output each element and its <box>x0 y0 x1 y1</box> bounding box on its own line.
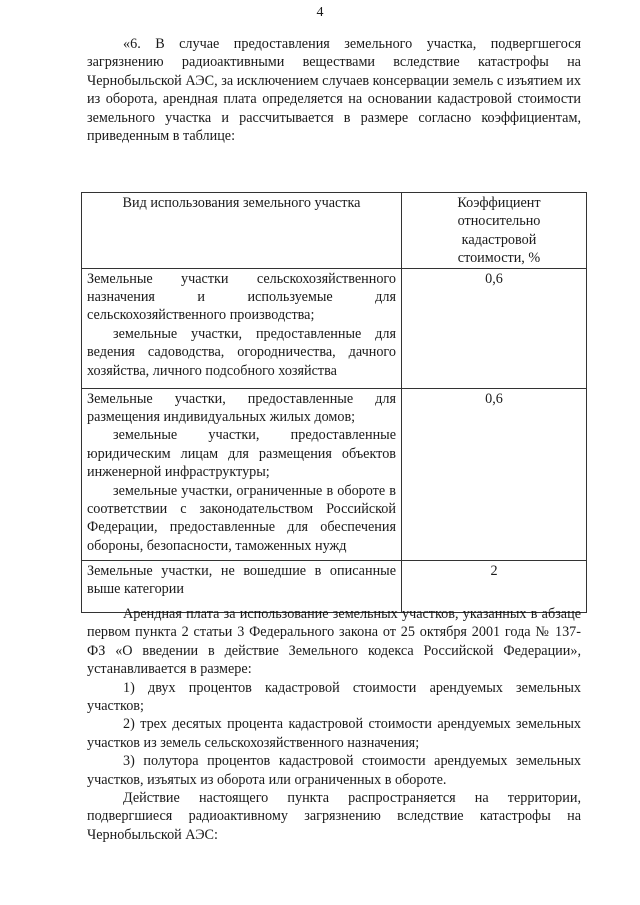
table-header-row <box>82 193 587 269</box>
land-use-line: земельные участки, ограниченные в обороте в соответствии с законодательством Российской Федерации, предоставленные для обеспечения обороны, безопасности, таможенных нужд <box>87 482 396 554</box>
rent-item-1: 1) двух процентов кадастровой стоимости арендуемых земельных участков; <box>87 679 581 715</box>
rent-item-3: 3) полутора процентов кадастровой стоимости арендуемых земельных участков, изъятых из оборота или ограниченных в обороте. <box>87 753 581 788</box>
land-use-line: Земельные участки, предоставленные для размещения индивидуальных жилых домов; <box>87 390 396 426</box>
rent-item-2: 2) трех десятых процента кадастровой стоимости арендуемых земельных участков из земель сельскохозяйственного назначения; <box>87 716 581 751</box>
coefficient-cell: 0,6 <box>402 388 587 560</box>
land-use-line: Земельные участки, не вошедшие в описанные выше категории <box>87 562 396 598</box>
land-use-cell <box>82 268 402 388</box>
coefficient-cell: 0,6 <box>402 268 587 388</box>
intro-paragraph: «6. В случае предоставления земельного участка, подвергшегося загрязнению радиоактивными веществами вследствие катастрофы на Чернобыльской АЭС, за исключением случаев консервации земель с изъятием их из оборота, арендная плата определяется на основании кадастровой стоимости земельного участка и рассчитывается в размере согласно коэффициентам, приведенным в таблице: <box>87 36 581 145</box>
header-land-use: Вид использования земельного участка <box>82 193 402 269</box>
land-use-cell <box>82 388 402 560</box>
table-row <box>82 268 587 388</box>
coefficient-table <box>81 192 587 613</box>
scope-paragraph: Действие настоящего пункта распространяется на территории, подвергшиеся радиоактивному загрязнению вследствие катастрофы на Чернобыльской АЭС: <box>87 790 581 843</box>
land-use-line: земельные участки, предоставленные юридическим лицам для размещения объектов инженерной инфраструктуры; <box>87 427 396 481</box>
land-use-line: Земельные участки сельскохозяйственного назначения и используемые для сельскохозяйственного производства; <box>87 270 396 324</box>
table-row <box>82 388 587 560</box>
rent-paragraph: Арендная плата за использование земельных участков, указанных в абзаце первом пункта 2 статьи 3 Федерального закона от 25 октября 2001 года № 137-ФЗ «О введении в действие Земельного кодекса Российской Федерации», устанавливается в размере: <box>87 606 581 678</box>
land-use-line: земельные участки, предоставленные для ведения садоводства, огородничества, дачного хозяйства, личного подсобного хозяйства <box>87 325 396 379</box>
outro-section <box>87 605 581 844</box>
page-number: 4 <box>316 5 324 20</box>
coefficient-cell: 2 <box>402 560 587 612</box>
header-coefficient: Коэффициент относительно кадастровой стоимости, % <box>402 193 587 269</box>
